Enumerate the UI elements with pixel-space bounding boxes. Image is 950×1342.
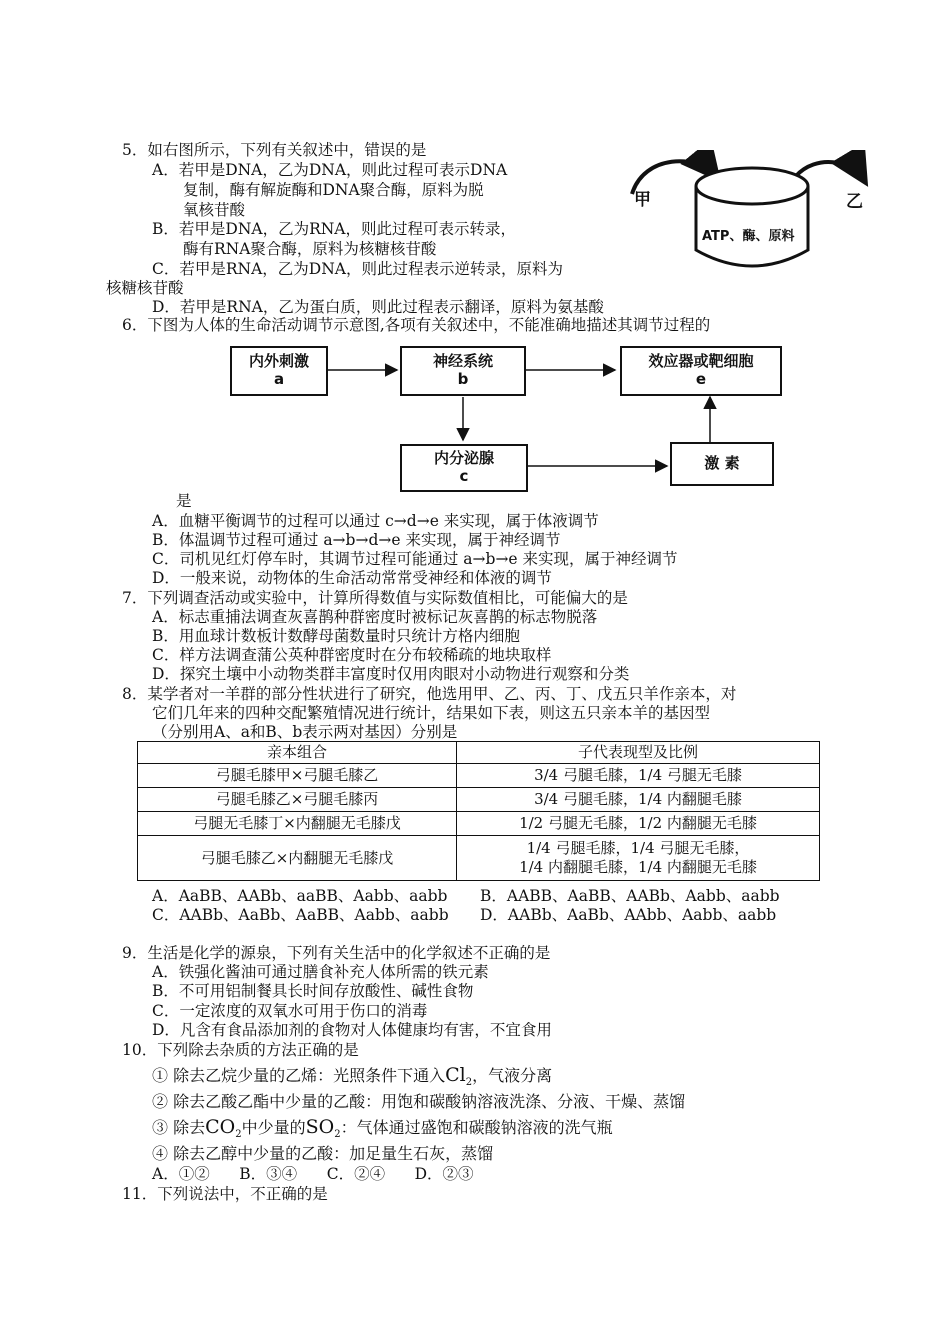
fig-label-yi: 乙 [846,192,863,212]
q6-stem: 6．下图为人体的生命活动调节示意图,各项有关叙述中，不能准确地描述其调节过程的 [122,316,711,334]
q5-option-b-cont: 酶有RNA聚合酶，原料为核糖核苷酸 [183,240,437,258]
cross-table [137,741,820,881]
formula-cl2: Cl [445,1064,466,1086]
box-hormone: 激 素 [670,442,774,486]
table-row [138,836,820,881]
q8-stem: 8．某学者对一羊群的部分性状进行了研究，他选用甲、乙、丙、丁、戊五只羊作亲本，对 [122,685,737,703]
q7-option-d: D．探究土壤中小动物类群丰富度时仅用肉眼对小动物进行观察和分类 [152,665,630,683]
formula-so2: SO [305,1116,335,1138]
q6-option-a: A．血糖平衡调节的过程可以通过 c→d→e 来实现，属于体液调节 [152,512,599,530]
q8-stem-cont2: （分别用A、a和B、b表示两对基因）分别是 [152,723,458,741]
box-effector: 效应器或靶细胞 e [620,346,782,396]
q5-option-a: A．若甲是DNA，乙为DNA，则此过程可表示DNA [152,161,508,179]
q9-option-a: A．铁强化酱油可通过膳食补充人体所需的铁元素 [152,963,489,981]
table-row [138,812,820,836]
box-stimulus: 内外刺激 a [230,346,328,396]
table-cell-line: 1/4 弓腿毛膝，1/4 弓腿无毛膝， [526,839,750,857]
q6-option-d: D．一般来说，动物体的生命活动常常受神经和体液的调节 [152,569,552,587]
fig-label-jia: 甲 [634,190,651,210]
q5-stem: 5．如右图所示，下列有关叙述中，错误的是 [122,141,427,159]
table-header: 亲本组合 [138,742,457,764]
q5-option-d: D．若甲是RNA，乙为蛋白质，则此过程表示翻译，原料为氨基酸 [152,298,604,316]
q8-option-c: C．AABb、AaBb、AaBB、Aabb、aabb [152,906,449,924]
q6-option-b: B．体温调节过程可通过 a→b→d→e 来实现，属于神经调节 [152,531,561,549]
table-cell: 弓腿毛膝甲×弓腿毛膝乙 [138,764,457,788]
q10-item-1: ① 除去乙烷少量的乙烯：光照条件下通入$Cl_2$，气液分离 [152,1064,553,1089]
q9-option-d: D．凡含有食品添加剂的食物对人体健康均有害，不宜食用 [152,1021,552,1039]
q10-item-3: ③ 除去$CO_2$中少量的$SO_2$：气体通过盛饱和碳酸钠溶液的洗气瓶 [152,1116,613,1141]
q5-option-c-cont: 核糖核苷酸 [106,279,184,297]
q6-stem-tail: 是 [176,492,192,510]
q8-option-d: D．AABb、AaBb、AAbb、Aabb、aabb [480,906,777,924]
q9-option-b: B．不可用铝制餐具长时间存放酸性、碱性食物 [152,982,474,1000]
table-row [138,788,820,812]
table-cell: 3/4 弓腿毛膝，1/4 弓腿无毛膝 [457,764,820,788]
q6-option-c: C．司机见红灯停车时，其调节过程可能通过 a→b→e 来实现，属于神经调节 [152,550,678,568]
q7-stem: 7．下列调查活动或实验中，计算所得数值与实际数值相比，可能偏大的是 [122,589,628,607]
box-endocrine-gland: 内分泌腺 c [400,444,528,492]
table-cell: 弓腿无毛膝丁×内翻腿无毛膝戊 [138,812,457,836]
table-header-row [138,742,820,764]
table-cell: 弓腿毛膝乙×内翻腿无毛膝戊 [138,836,457,881]
table-cell-line: 1/4 内翻腿毛膝，1/4 内翻腿无毛膝 [519,858,757,876]
q10-stem: 10．下列除去杂质的方法正确的是 [122,1041,359,1059]
table-row [138,764,820,788]
table-cell: 3/4 弓腿毛膝，1/4 内翻腿毛膝 [457,788,820,812]
q5-figure [620,150,880,280]
q7-option-a: A．标志重捕法调查灰喜鹊种群密度时被标记灰喜鹊的标志物脱落 [152,608,598,626]
q11-stem: 11．下列说法中，不正确的是 [122,1185,328,1203]
table-cell: 弓腿毛膝乙×弓腿毛膝丙 [138,788,457,812]
table-cell [457,836,820,881]
q8-option-b: B．AABB、AaBB、AABb、Aabb、aabb [480,887,780,905]
q8-option-a: A．AaBB、AABb、aaBB、Aabb、aabb [152,887,448,905]
q5-option-a-cont2: 氧核苷酸 [183,201,246,219]
q9-option-c: C．一定浓度的双氧水可用于伤口的消毒 [152,1002,428,1020]
table-header: 子代表现型及比例 [457,742,820,764]
q7-option-b: B．用血球计数板计数酵母菌数量时只统计方格内细胞 [152,627,520,645]
q5-option-a-cont: 复制，酶有解旋酶和DNA聚合酶，原料为脱 [183,181,484,199]
fig-label-center: ATP、酶、原料 [702,229,795,244]
table-cell: 1/2 弓腿无毛膝，1/2 内翻腿无毛膝 [457,812,820,836]
q5-option-c: C．若甲是RNA，乙为DNA，则此过程表示逆转录，原料为 [152,260,563,278]
formula-co2: CO [205,1116,236,1138]
box-nervous-system: 神经系统 b [400,346,526,396]
q9-stem: 9．生活是化学的源泉，下列有关生活中的化学叙述不正确的是 [122,944,551,962]
q10-item-4: ④ 除去乙醇中少量的乙酸：加足量生石灰，蒸馏 [152,1144,494,1163]
q10-options: A．①② B．③④ C．②④ D．②③ [152,1165,474,1183]
q5-option-b: B．若甲是DNA，乙为RNA，则此过程可表示转录， [152,220,517,238]
cylinder-diagram [620,150,880,280]
q7-option-c: C．样方法调查蒲公英种群密度时在分布较稀疏的地块取样 [152,646,552,664]
q8-stem-cont: 它们几年来的四种交配繁殖情况进行统计，结果如下表，则这五只亲本羊的基因型 [152,704,711,722]
q10-item-2: ② 除去乙酸乙酯中少量的乙酸：用饱和碳酸钠溶液洗涤、分液、干燥、蒸馏 [152,1092,686,1111]
